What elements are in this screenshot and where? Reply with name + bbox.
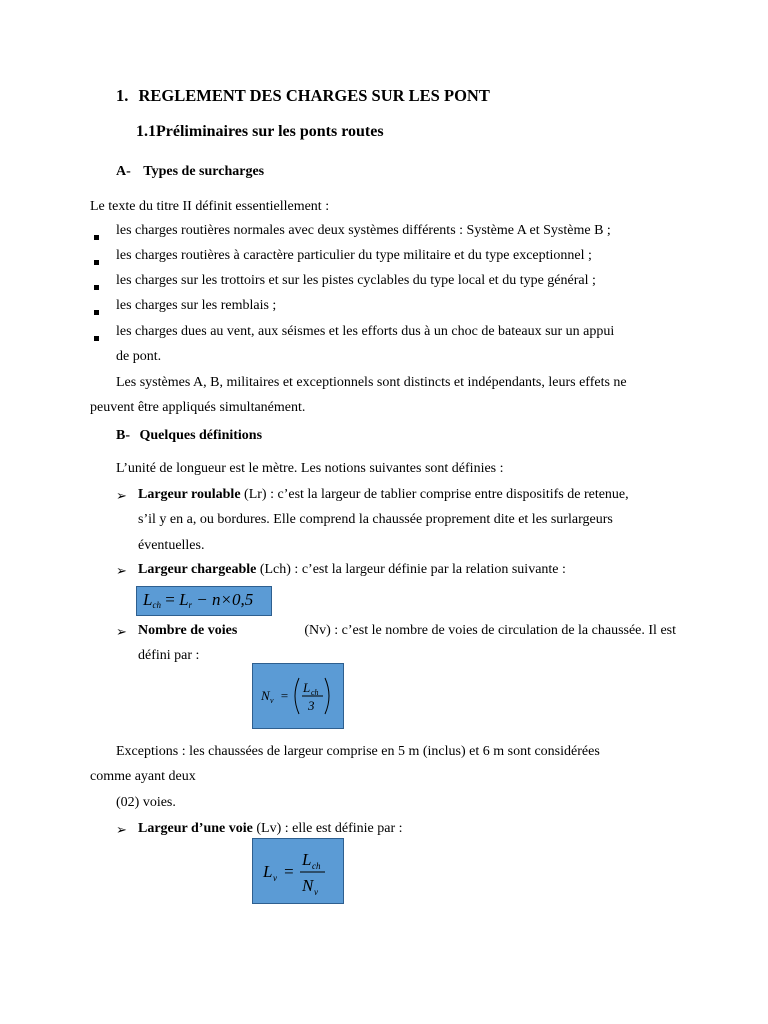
- equation-nv-box: [252, 663, 344, 729]
- def-voies-term: Nombre de voies: [138, 623, 238, 638]
- equation-lv: [253, 839, 343, 903]
- def-roulable-rest: (Lr) : c’est la largeur de tablier comprise entre dispositifs de retenue,: [244, 487, 629, 502]
- eq-lv-num: L: [302, 850, 312, 869]
- equation-lch: $L_{ch} = L_r - n\times 0,5$: [143, 590, 254, 610]
- unit-definition: L’unité de longueur est le mètre. Les notions suivantes sont définies :: [116, 461, 504, 476]
- arrow-bullet-icon: ➢: [116, 563, 127, 578]
- section-a-number: A-: [116, 164, 131, 179]
- eq-nv-num-sub: ch: [311, 688, 319, 697]
- eq-nv-den: 3: [308, 698, 315, 713]
- bullet-continuation: de pont.: [116, 349, 162, 364]
- eq-nv-lhs: N: [261, 688, 270, 703]
- def-roulable-line1: [138, 487, 629, 503]
- eq-lv-den: N: [302, 876, 314, 895]
- eq-nv-num: L: [303, 680, 311, 695]
- bullet-icon: [94, 330, 99, 346]
- eq-nv-lhs-sub: v: [270, 696, 274, 705]
- bullet-icon: [94, 254, 99, 270]
- equation-nv: [253, 664, 343, 728]
- bullet-icon: [94, 279, 99, 295]
- def-roulable-term: Largeur roulable: [138, 487, 241, 502]
- exceptions-line1: Exceptions : les chaussées de largeur comprise en 5 m (inclus) et 6 m sont considérées: [116, 744, 600, 759]
- bullet-item: les charges sur les trottoirs et sur les pistes cyclables du type local et du type général ;: [116, 273, 596, 288]
- eq-lv-lhs: L: [263, 862, 273, 881]
- bullet-item: les charges routières normales avec deux systèmes différents : Système A et Système B ;: [116, 223, 611, 238]
- section-1-1-heading: 1.1Préliminaires sur les ponts routes: [136, 123, 384, 140]
- def-chargeable-rest: (Lch) : c’est la largeur définie par la relation suivante :: [259, 562, 566, 577]
- def-roulable-line3: éventuelles.: [138, 538, 205, 553]
- def-chargeable-term: Largeur chargeable: [138, 562, 257, 577]
- eq-lv-den-sub: v: [314, 887, 318, 897]
- eq-lv-lhs-sub: v: [273, 873, 277, 883]
- equation-lch-box: [136, 586, 272, 616]
- arrow-bullet-icon: ➢: [116, 488, 127, 503]
- eq-nv-equals: =: [280, 688, 289, 703]
- arrow-bullet-icon: ➢: [116, 822, 127, 837]
- def-chargeable-line: [138, 562, 566, 578]
- systems-paragraph-line1: Les systèmes A, B, militaires et exceptionnels sont distincts et indépendants, leurs effets ne: [116, 375, 627, 390]
- section-1-heading: [116, 86, 490, 106]
- bullet-item: les charges sur les remblais ;: [116, 298, 277, 313]
- bullet-icon: [94, 304, 99, 320]
- def-une-voie-line: [138, 821, 403, 837]
- section-b-heading: [116, 428, 262, 444]
- exceptions-line3: (02) voies.: [116, 795, 176, 810]
- bullet-icon: [94, 229, 99, 245]
- section-a-title: Types de surcharges: [143, 164, 265, 179]
- section-b-number: B-: [116, 428, 130, 443]
- def-voies-line1: [138, 623, 676, 639]
- bullet-item: les charges dues au vent, aux séismes et les efforts dus à un choc de bateaux sur un appui: [116, 324, 615, 339]
- def-voies-rest: (Nv) : c’est le nombre de voies de circulation de la chaussée. Il est: [304, 623, 676, 638]
- section-a-heading: [116, 164, 264, 180]
- def-une-voie-rest: (Lv) : elle est définie par :: [256, 821, 403, 836]
- arrow-bullet-icon: ➢: [116, 624, 127, 639]
- section-b-title: Quelques définitions: [139, 428, 263, 443]
- left-paren-icon: [295, 678, 299, 714]
- eq-lv-equals: =: [283, 862, 295, 881]
- def-voies-line2: défini par :: [138, 648, 200, 663]
- bullet-item: les charges routières à caractère particulier du type militaire et du type exceptionnel ;: [116, 248, 592, 263]
- equation-lv-box: [252, 838, 344, 904]
- section-1-title: REGLEMENT DES CHARGES SUR LES PONT: [138, 86, 490, 105]
- right-paren-icon: [325, 678, 329, 714]
- exceptions-line2: comme ayant deux: [90, 769, 196, 784]
- section-1-number: 1.: [116, 86, 129, 105]
- intro-text: Le texte du titre II définit essentiellement :: [90, 199, 330, 214]
- def-roulable-line2: s’il y en a, ou bordures. Elle comprend la chaussée proprement dite et les surlargeurs: [138, 512, 613, 527]
- eq-lv-num-sub: ch: [312, 861, 321, 871]
- systems-paragraph-line2: peuvent être appliqués simultanément.: [90, 400, 306, 415]
- def-une-voie-term: Largeur d’une voie: [138, 821, 253, 836]
